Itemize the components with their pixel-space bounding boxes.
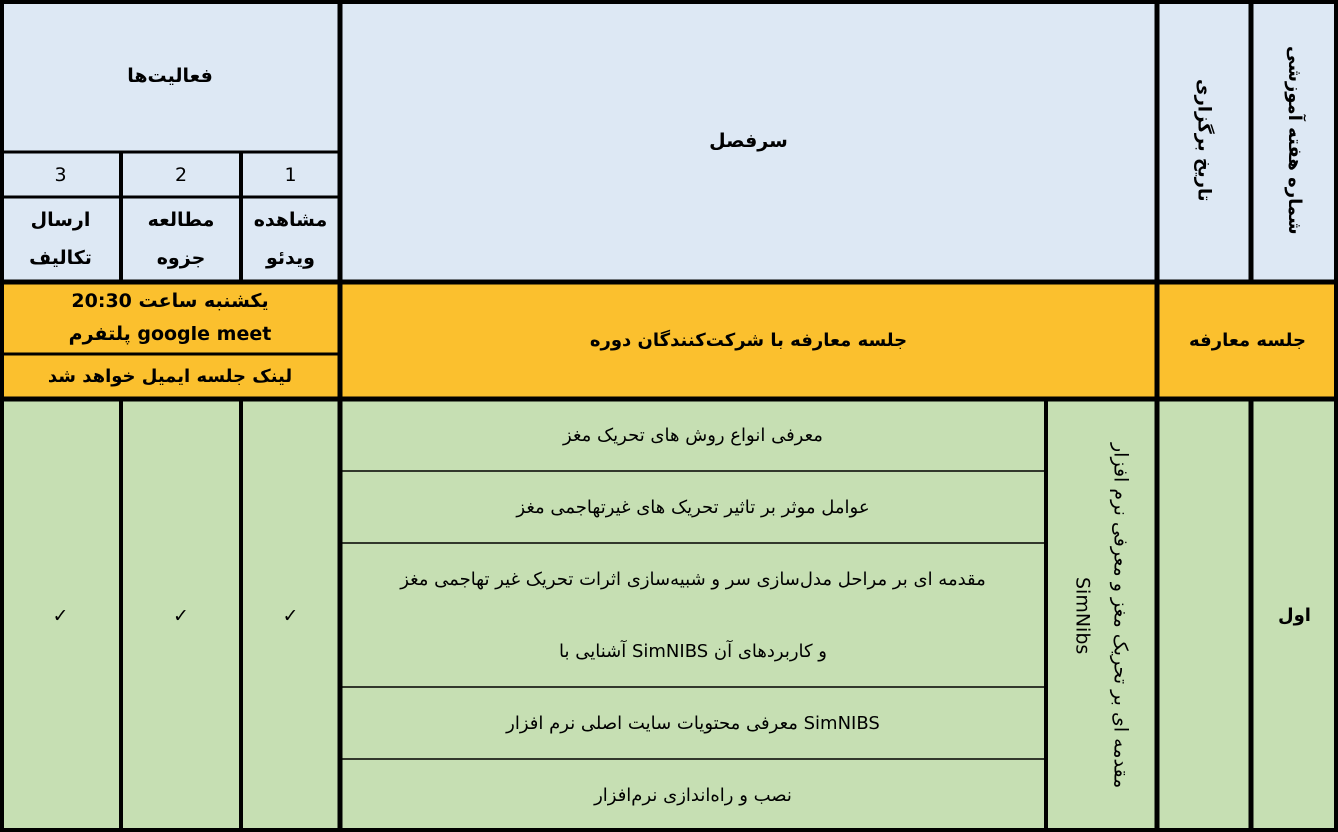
topic-row-1-text: معرفی انواع روش های تحریک مغز — [563, 424, 823, 446]
check-video-icon: ✓ — [282, 604, 299, 627]
activity-number-2-label: 2 — [174, 163, 188, 186]
session-title: مقدمه ای بر تحریک مغز و معرفی نرم افزار SimNibs — [1071, 442, 1132, 789]
check-reading-icon: ✓ — [173, 604, 189, 627]
activity-label-video-text: مشاهده ویدئو — [253, 209, 328, 269]
topic-row-5-text: معرفی محتویات سایت اصلی نرم افزار SimNIBS — [506, 712, 880, 734]
intro-time-line2: پلتفرم google meet — [68, 322, 272, 345]
activity-number-1-label: 1 — [284, 163, 297, 186]
topic-row-3-text: مقدمه ای بر مراحل مدل‌سازی سر و شبیه‌سازی اثرات تحریک غیر تهاجمی مغز — [400, 568, 986, 590]
topic-row-2-text: عوامل موثر بر تاثیر تحریک های غیرتهاجمی مغز — [516, 496, 870, 518]
header-week-number-label: شماره هفته آموزشی — [1284, 46, 1305, 235]
header-activities-label: فعالیت‌ها — [127, 65, 213, 87]
topic-row-4-text: آشنایی با SimNIBS و کاربردهای آن — [559, 640, 827, 662]
topic-row-6-text: نصب و راه‌اندازی نرم‌افزار — [594, 785, 792, 806]
intro-topic-label: جلسه معارفه با شرکت‌کنندگان دوره — [589, 329, 908, 351]
activity-number-3-label: 3 — [54, 163, 67, 186]
header-date-held-label: تاریخ برگزاری — [1193, 79, 1215, 202]
intro-week-label: جلسه معارفه — [1189, 329, 1306, 351]
check-homework-icon: ✓ — [52, 604, 69, 627]
intro-time-line1: یکشنبه ساعت 20:30 — [71, 289, 269, 312]
intro-link-note: لینک جلسه ایمیل خواهد شد — [47, 366, 293, 387]
activity-label-reading-text: مطالعه جزوه — [147, 209, 215, 269]
activity-label-homework-text: ارسال تکالیف — [29, 209, 92, 269]
header-topic-label: سرفصل — [709, 129, 788, 152]
week-one-label: اول — [1278, 605, 1311, 626]
